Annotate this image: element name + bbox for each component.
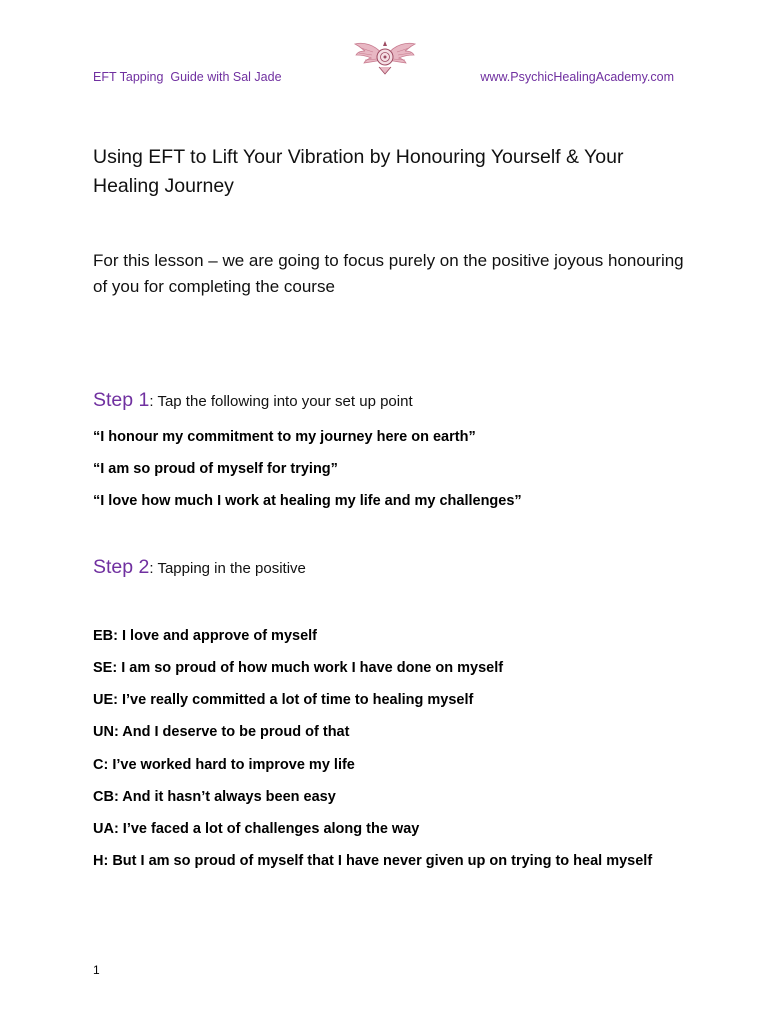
tapping-point-line: UE: I’ve really committed a lot of time to healing myself xyxy=(93,692,474,708)
setup-statement: “I love how much I work at healing my life and my challenges” xyxy=(93,493,522,509)
step-2-heading xyxy=(93,556,306,579)
header-website-link[interactable]: www.PsychicHealingAcademy.com xyxy=(480,70,674,84)
document-title: Using EFT to Lift Your Vibration by Honouring Yourself & Your Healing Journey xyxy=(93,146,624,197)
header-guide-title: EFT Tapping Guide with Sal Jade xyxy=(93,70,282,84)
tapping-point-line: SE: I am so proud of how much work I have done on myself xyxy=(93,660,504,676)
tapping-point-line: UA: I’ve faced a lot of challenges along the way xyxy=(93,821,420,837)
step-2-label: Step 2 xyxy=(93,556,150,578)
tapping-point-line: C: I’ve worked hard to improve my life xyxy=(93,757,355,773)
page-number: 1 xyxy=(93,963,100,977)
step-1-heading xyxy=(93,389,413,412)
tapping-point-line: CB: And it hasn’t always been easy xyxy=(93,789,336,805)
step-1-instruction: : Tap the following into your set up point xyxy=(149,393,413,410)
tapping-point-line: EB: I love and approve of myself xyxy=(93,628,317,644)
lesson-intro: For this lesson – we are going to focus purely on the positive joyous honouring of you for completing the course xyxy=(93,251,684,296)
step-2-instruction: : Tapping in the positive xyxy=(149,560,306,577)
winged-emblem-logo xyxy=(353,38,417,76)
setup-statement: “I honour my commitment to my journey here on earth” xyxy=(93,429,476,445)
tapping-point-line: H: But I am so proud of myself that I have never given up on trying to heal myself xyxy=(93,853,653,869)
setup-statement: “I am so proud of myself for trying” xyxy=(93,461,338,477)
tapping-point-line: UN: And I deserve to be proud of that xyxy=(93,724,350,740)
step-1-label: Step 1 xyxy=(93,389,150,411)
